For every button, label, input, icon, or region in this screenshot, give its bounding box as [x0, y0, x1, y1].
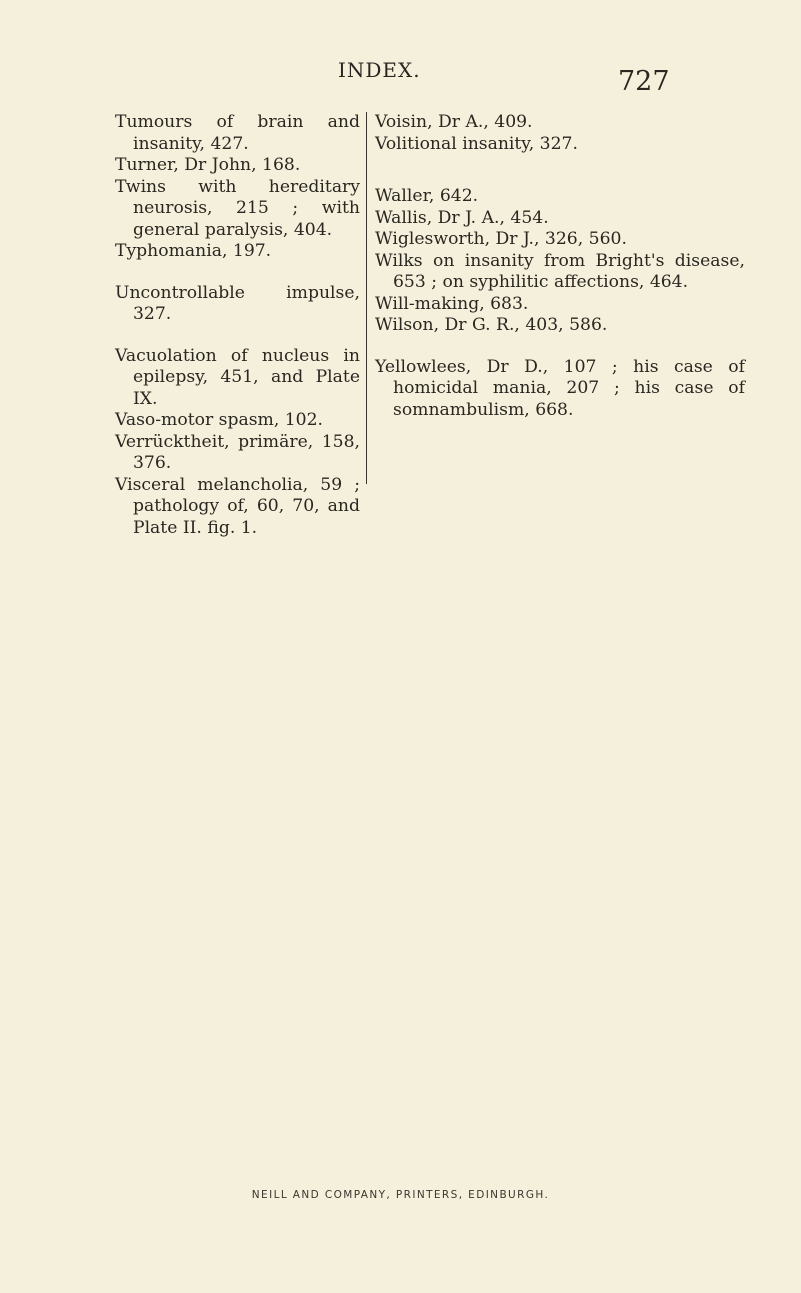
index-entry: Wiglesworth, Dr J., 326, 560.: [375, 229, 627, 249]
index-entry: Visceral melancholia, 59 ; pathology of, 60, 70, and Plate II. fig. 1.: [115, 474, 360, 538]
index-entry: Yellowlees, Dr D., 107 ; his case of homicidal mania, 207 ; his case of somnambulism, 668.: [375, 356, 745, 420]
index-entry: Verrücktheit, primäre, 158, 376.: [115, 431, 360, 473]
index-entry: Will-making, 683.: [375, 293, 529, 314]
index-column-left: [115, 112, 360, 539]
column-divider: [366, 112, 367, 484]
page-title: INDEX.: [338, 58, 421, 82]
index-entry: Twins with hereditary neurosis, 215 ; with general paralysis, 404.: [115, 176, 360, 240]
index-entry: Wilson, Dr G. R., 403, 586.: [375, 315, 608, 335]
index-entry: Wilks on insanity from Bright's disease, 653 ; on syphilitic affections, 464.: [375, 250, 745, 292]
letter-group-gap: [115, 263, 360, 283]
letter-group-gap: [115, 326, 360, 346]
index-entry: Volitional insanity, 327.: [375, 133, 578, 154]
page-number: 727: [618, 66, 670, 97]
index-entry: Voisin, Dr A., 409.: [375, 112, 533, 132]
index-column-right: [375, 112, 745, 421]
printer-imprint: NEILL AND COMPANY, PRINTERS, EDINBURGH.: [251, 1189, 550, 1201]
letter-group-gap: [375, 155, 745, 186]
index-entry: Uncontrollable impulse, 327.: [115, 282, 360, 324]
index-entry: Typhomania, 197.: [115, 241, 272, 261]
index-entry: Vacuolation of nucleus in epilepsy, 451, and Plate IX.: [115, 345, 360, 409]
index-entry: Wallis, Dr J. A., 454.: [375, 207, 549, 228]
letter-group-gap: [375, 337, 745, 357]
index-entry: Waller, 642.: [375, 186, 479, 206]
index-entry: Tumours of brain and insanity, 427.: [115, 112, 360, 154]
index-entry: Vaso-motor spasm, 102.: [115, 410, 324, 430]
index-entry: Turner, Dr John, 168.: [115, 155, 301, 175]
